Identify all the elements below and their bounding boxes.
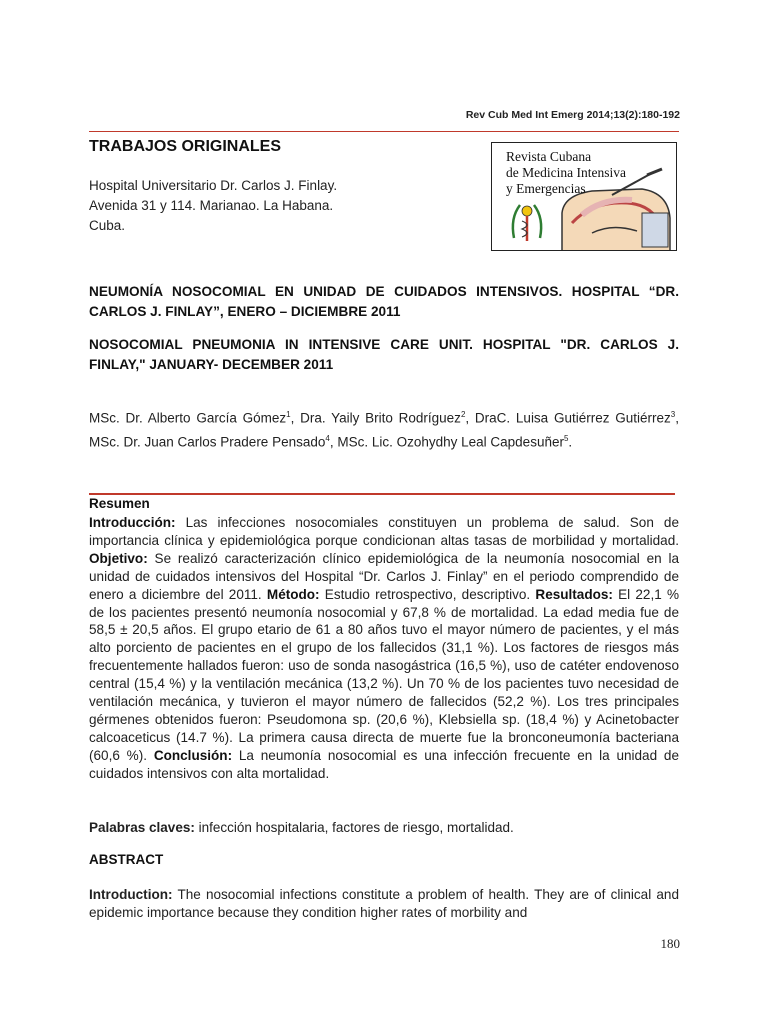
affiliation-line: Avenida 31 y 114. Marianao. La Habana.	[89, 198, 334, 213]
resumen-metodo-text: Estudio retrospectivo, descriptivo.	[319, 586, 536, 602]
journal-citation: Rev Cub Med Int Emerg 2014;13(2):180-192	[465, 109, 680, 121]
affiliation-block	[89, 176, 389, 236]
author-name: MSc. Lic. Ozohydhy Leal Capdesuñer	[337, 434, 564, 449]
author-affiliation-number: 2	[460, 410, 466, 419]
abstract-body	[89, 886, 679, 922]
keywords-label: Palabras claves:	[89, 820, 195, 835]
resumen-intro-label: Introducción:	[89, 515, 176, 530]
resumen-body	[89, 514, 679, 783]
keywords	[89, 819, 679, 837]
author-affiliation-number: 3	[670, 410, 676, 419]
logo-line: y Emergencias	[506, 181, 586, 196]
author-separator: ,	[290, 410, 301, 426]
resumen-conclusion-text: La neumonía nosocomial es una infección frecuente en la unidad de cuidados intensivos con alta mortalidad.	[89, 747, 679, 781]
author-name: Dra. Yaily Brito Rodríguez	[300, 410, 461, 426]
logo-line: de Medicina Intensiva	[506, 165, 626, 180]
author-name: MSc. Dr. Juan Carlos Pradere Pensado	[89, 434, 326, 449]
affiliation-line: Hospital Universitario Dr. Carlos J. Finlay.	[89, 178, 338, 193]
affiliation-line: Cuba.	[89, 218, 126, 233]
abstract-heading: ABSTRACT	[89, 852, 164, 867]
resumen-conclusion-label: Conclusión:	[153, 747, 233, 763]
author-separator: ,	[465, 410, 475, 426]
resumen-intro-text: Las infecciones nosocomiales constituyen un problema de salud. Son de importancia clínica y epidemiológica porque condicionan altas tasas de morbilidad y mortalidad.	[89, 515, 679, 548]
resumen-resultados-text: El 22,1 % de los pacientes presentó neumonía nosocomial y 67,8 % de mortalidad. La edad media fue de 58,5 ± 20,5 años. El grupo etario de 61 a 80 años tuvo el mayor número de pacientes, y el más alto porciento de pacientes en el grupo de los fallecidos (31,1 %). Los factores de riesgos más frecuentemente hallados fueron: uso de sonda nasogástrica (16,5 %), uso de catéter endovenoso central (15,4 %) y la ventilación mecánica (13,2 %). Un 70 % de los pacientes tuvo necesidad de ventilación mecánica, y tuvieron el mayor número de fallecidos (52,2 %). Los tres principales gérmenes obtenidos fueron: Pseudomona sp. (20,6 %), Klebsiella sp. (18,4 %) y Acinetobacter calcoaceticus (14.7 %). La primera causa directa de muerte fue la bronconeumonía bacteriana (60,6 %).	[89, 586, 680, 763]
author-list	[89, 405, 679, 452]
author-separator: ,	[329, 434, 338, 449]
author-affiliation-number: 1	[286, 410, 291, 419]
journal-logo-text	[506, 149, 626, 197]
resumen-objetivo-label: Objetivo:	[89, 550, 148, 566]
section-divider	[89, 493, 675, 495]
author-affiliation-number: 4	[325, 433, 330, 443]
author-name: DraC. Luisa Gutiérrez Gutiérrez	[474, 410, 671, 426]
page-number: 180	[660, 936, 680, 951]
resumen-objetivo-text: Se realizó caracterización clínico epidemiológica de la neumonía nosocomial en la unidad de cuidados intensivos del Hospital “Dr. Carlos J. Finlay” en el periodo comprendido de enero a diciembre del 2011.	[89, 550, 679, 602]
author-separator: ,	[675, 410, 679, 426]
section-label: TRABAJOS ORIGINALES	[89, 138, 282, 155]
resumen-heading: Resumen	[89, 496, 150, 511]
abstract-intro-text: The nosocomial infections constitute a problem of health. They are of clinical and epidemic importance because they condition higher rates of morbility and	[89, 887, 679, 920]
author-affiliation-number: 5	[563, 433, 569, 443]
journal-logo	[491, 142, 677, 251]
resumen-resultados-label: Resultados:	[535, 586, 613, 602]
article-title-english: NOSOCOMIAL PNEUMONIA IN INTENSIVE CARE UNIT. HOSPITAL "DR. CARLOS J. FINLAY," JANUARY- DECEMBER 2011	[89, 337, 679, 372]
author-separator: .	[568, 434, 573, 449]
article-title-spanish: NEUMONÍA NOSOCOMIAL EN UNIDAD DE CUIDADOS INTENSIVOS. HOSPITAL “DR. CARLOS J. FINLAY”, ENERO – DICIEMBRE 2011	[89, 284, 679, 319]
header-rule	[89, 131, 679, 132]
resumen-metodo-label: Método:	[266, 586, 320, 602]
abstract-intro-label: Introduction:	[89, 887, 173, 902]
logo-line: Revista Cubana	[506, 149, 592, 164]
keywords-text: infección hospitalaria, factores de riesgo, mortalidad.	[194, 820, 514, 835]
author-name: MSc. Dr. Alberto García Gómez	[89, 410, 287, 426]
